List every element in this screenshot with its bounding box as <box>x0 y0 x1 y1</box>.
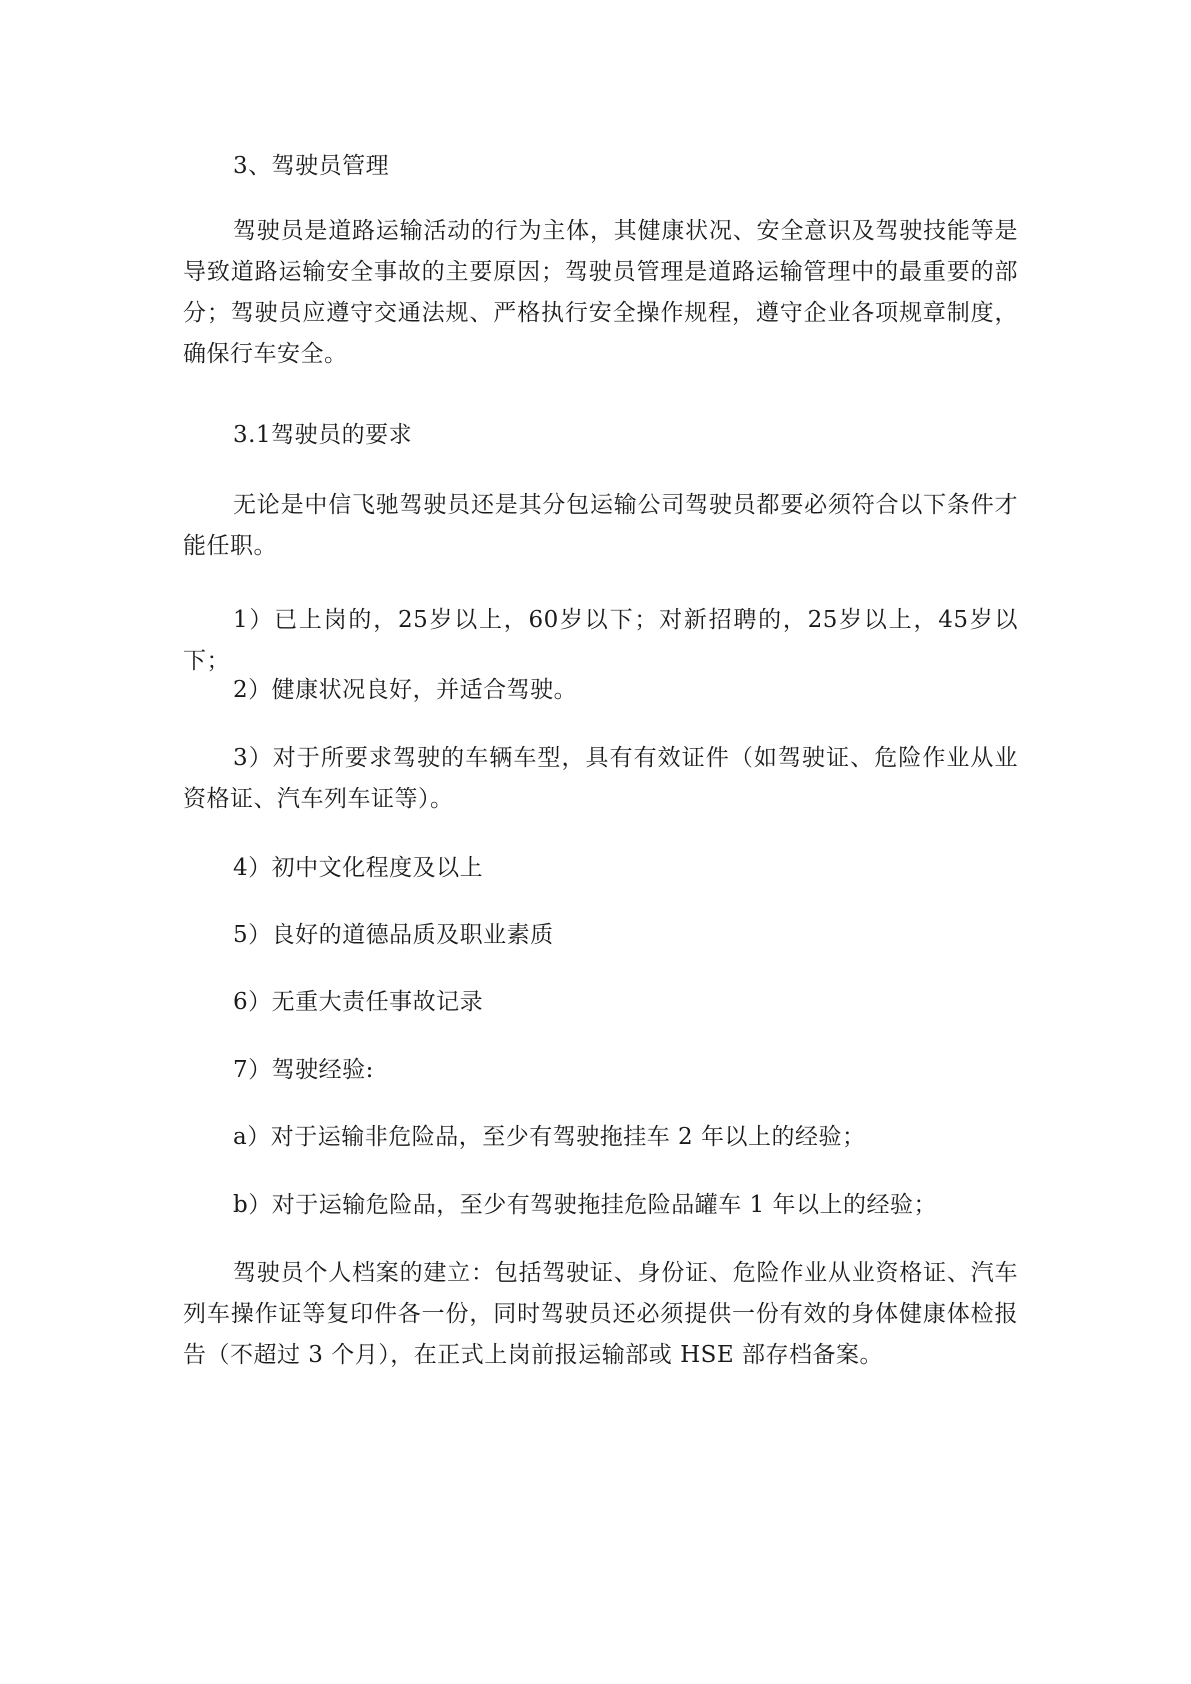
requirement-item-3: 3）对于所要求驾驶的车辆车型，具有有效证件（如驾驶证、危险作业从业资格证、汽车列车证等）。 <box>183 745 1018 812</box>
requirement-item-4: 4）初中文化程度及以上 <box>233 855 484 881</box>
requirement-item-1: 1）已上岗的，25岁以上，60岁以下；对新招聘的，25岁以上，45岁以下； <box>183 607 1018 674</box>
experience-sub-item-a: a）对于运输非危险品，至少有驾驶拖挂车 2 年以上的经验； <box>233 1124 866 1150</box>
experience-sub-item-b: b）对于运输危险品，至少有驾驶拖挂危险品罐车 1 年以上的经验； <box>233 1192 937 1218</box>
requirement-item-6: 6）无重大责任事故记录 <box>233 989 484 1015</box>
requirement-item-7: 7）驾驶经验: <box>233 1057 374 1083</box>
requirement-item-2: 2）健康状况良好，并适合驾驶。 <box>233 677 578 703</box>
subsection-heading: 3.1驾驶员的要求 <box>233 422 413 448</box>
archive-paragraph: 驾驶员个人档案的建立：包括驾驶证、身份证、危险作业从业资格证、汽车列车操作证等复印件各一份，同时驾驶员还必须提供一份有效的身体健康体检报告（不超过 3 个月），在正式上岗前报运输部或 HSE 部存档备案。 <box>183 1260 1018 1368</box>
section-heading: 3、驾驶员管理 <box>233 153 390 179</box>
intro-paragraph: 驾驶员是道路运输活动的行为主体，其健康状况、安全意识及驾驶技能等是导致道路运输安全事故的主要原因；驾驶员管理是道路运输管理中的最重要的部分；驾驶员应遵守交通法规、严格执行安全操作规程，遵守企业各项规章制度，确保行车安全。 <box>183 218 1018 367</box>
requirements-intro: 无论是中信飞驰驾驶员还是其分包运输公司驾驶员都要必须符合以下条件才能任职。 <box>183 492 1018 559</box>
requirement-item-5: 5）良好的道德品质及职业素质 <box>233 922 554 948</box>
